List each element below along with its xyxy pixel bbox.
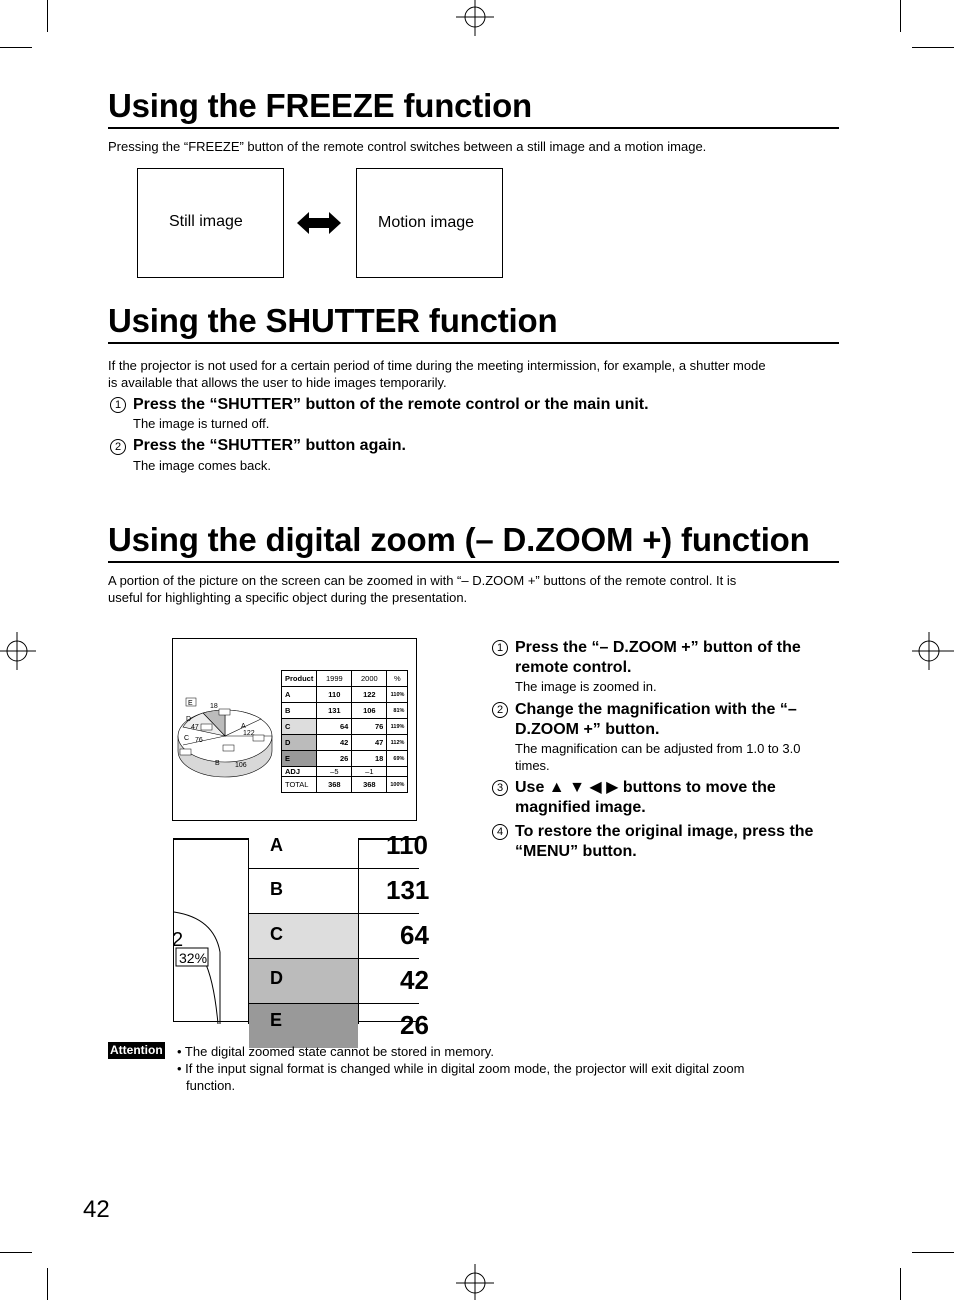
table-cell: B <box>282 703 317 719</box>
dzoom-step-3-number: 3 <box>492 780 508 796</box>
shutter-description-line2: is available that allows the user to hide images temporarily. <box>108 375 447 390</box>
zoomed-value-d: 42 <box>400 965 429 995</box>
shutter-step-1-note: The image is turned off. <box>133 416 270 431</box>
pie-label-d: D <box>186 716 192 723</box>
dzoom-description-line2: useful for highlighting a specific object during the presentation. <box>108 590 468 605</box>
table-cell: 122 <box>352 687 387 703</box>
zoomed-row-e <box>249 1003 358 1048</box>
registration-mark-bottom <box>450 1264 500 1300</box>
zoomed-row-b <box>249 868 358 913</box>
table-header-cell: 1999 <box>317 671 352 687</box>
table-cell: 368 <box>352 777 387 793</box>
shutter-title: Using the SHUTTER function <box>108 302 558 339</box>
zoomed-table-divider <box>358 838 359 1024</box>
zoomed-value-c: 64 <box>400 920 429 950</box>
zoomed-image-figure <box>172 830 430 1040</box>
zoomed-value-rule <box>359 1003 419 1004</box>
table-row <box>282 777 408 793</box>
zoomed-pie-icon <box>174 840 254 1024</box>
shutter-step-2-note: The image comes back. <box>133 458 272 473</box>
dzoom-step-3-title-line1: Use ▲ ▼ ◀ ▶ buttons to move the <box>515 779 776 796</box>
attention-bullet-2-line2: function. <box>186 1078 236 1093</box>
dzoom-description-line1: A portion of the picture on the screen can be zoomed in with “– D.ZOOM +” buttons of the remote control. It is <box>108 573 737 588</box>
attention-badge: Attention <box>110 1043 163 1057</box>
shutter-step-2-title: Press the “SHUTTER” button again. <box>133 437 406 454</box>
zoomed-value-rule <box>359 958 419 959</box>
zoomed-label-e: E <box>270 1010 283 1030</box>
table-cell: 110% <box>387 687 408 703</box>
zoomed-pie-pct: 32% <box>179 950 208 966</box>
zoomed-row-c <box>249 913 358 958</box>
dzoom-step-3-title-line2: magnified image. <box>515 799 646 816</box>
table-header-cell: 2000 <box>352 671 387 687</box>
pie-value-a: 122 <box>243 730 255 737</box>
table-cell: 69% <box>387 751 408 767</box>
dzoom-step-2-title-line2: D.ZOOM +” button. <box>515 721 660 738</box>
dzoom-step-1-title-line1: Press the “– D.ZOOM +” button of the <box>515 639 801 656</box>
zoomed-value-e: 26 <box>400 1010 429 1040</box>
pie-value-d: 47 <box>191 724 199 731</box>
table-cell: 81% <box>387 703 408 719</box>
pie-value-c: 76 <box>195 737 203 744</box>
table-cell: 110 <box>317 687 352 703</box>
pie-label-a: A <box>241 723 246 730</box>
table-header-cell: Product <box>282 671 317 687</box>
shutter-step-1-number: 1 <box>110 397 126 413</box>
zoomed-row-a <box>249 823 358 868</box>
zoomed-pie-value: 2 <box>172 929 184 951</box>
table-row <box>282 767 408 777</box>
table-cell: –5 <box>317 767 352 777</box>
table-cell: 106 <box>352 703 387 719</box>
dzoom-title: Using the digital zoom (– D.ZOOM +) function <box>108 521 810 558</box>
freeze-description: Pressing the “FREEZE” button of the remote control switches between a still image and a motion image. <box>108 139 707 154</box>
still-image-label: Still image <box>169 213 243 230</box>
zoomed-label-a: A <box>270 835 283 855</box>
registration-mark-top <box>450 0 500 36</box>
table-row <box>282 687 408 703</box>
table-cell: 18 <box>352 751 387 767</box>
double-arrow-icon <box>297 211 341 235</box>
table-cell: 42 <box>317 735 352 751</box>
shutter-description-line1: If the projector is not used for a certain period of time during the meeting intermission, for example, a shutter mode <box>108 358 766 373</box>
dzoom-step-2-number: 2 <box>492 702 508 718</box>
table-cell: 112% <box>387 735 408 751</box>
freeze-title: Using the FREEZE function <box>108 87 532 124</box>
table-cell: 76 <box>352 719 387 735</box>
table-row <box>282 719 408 735</box>
zoomed-row-d <box>249 958 358 1003</box>
table-cell: C <box>282 719 317 735</box>
registration-mark-left <box>0 626 36 676</box>
pie-label-e: E <box>188 700 193 707</box>
dzoom-step-4-title-line2: “MENU” button. <box>515 843 637 860</box>
zoomed-label-d: D <box>270 968 283 988</box>
still-image-box <box>137 168 284 278</box>
table-row <box>282 735 408 751</box>
attention-bullet-2-line1: • If the input signal format is changed while in digital zoom mode, the projector will exit digital zoom <box>177 1061 745 1076</box>
pie-value-e: 18 <box>210 703 218 710</box>
motion-image-label: Motion image <box>378 214 475 231</box>
table-header-row <box>282 671 408 687</box>
table-cell: 131 <box>317 703 352 719</box>
table-cell: D <box>282 735 317 751</box>
zoomed-value-rule <box>359 913 419 914</box>
zoomed-value-rule <box>359 868 419 869</box>
dzoom-step-2-title-line1: Change the magnification with the “– <box>515 701 797 718</box>
dzoom-step-1-title-line2: remote control. <box>515 659 632 676</box>
table-cell: E <box>282 751 317 767</box>
zoomed-label-c: C <box>270 924 283 944</box>
table-cell: –1 <box>352 767 387 777</box>
table-cell: 119% <box>387 719 408 735</box>
zoomed-value-a: 110 <box>386 830 428 860</box>
table-cell: 100% <box>387 777 408 793</box>
shutter-step-1-title: Press the “SHUTTER” button of the remote control or the main unit. <box>133 396 649 413</box>
dzoom-step-1-note: The image is zoomed in. <box>515 679 657 694</box>
table-cell: ADJ <box>282 767 317 777</box>
original-image-figure <box>172 638 417 821</box>
dzoom-step-4-number: 4 <box>492 824 508 840</box>
dzoom-step-2-note-line2: times. <box>515 758 550 773</box>
zoomed-label-b: B <box>270 879 283 899</box>
table-cell: 26 <box>317 751 352 767</box>
table-cell: TOTAL <box>282 777 317 793</box>
table-cell: 64 <box>317 719 352 735</box>
page-number: 42 <box>83 1196 110 1223</box>
freeze-title-rule <box>108 127 839 129</box>
table-cell: 47 <box>352 735 387 751</box>
table-header-cell: % <box>387 671 408 687</box>
zoomed-value-b: 131 <box>386 875 430 905</box>
dzoom-step-2-note-line1: The magnification can be adjusted from 1.0 to 3.0 <box>515 741 801 756</box>
dzoom-title-rule <box>108 561 839 563</box>
pie-label-b: B <box>215 760 220 767</box>
figure-data-table <box>281 670 408 793</box>
table-row <box>282 751 408 767</box>
registration-mark-right <box>912 626 954 676</box>
table-row <box>282 703 408 719</box>
table-cell: 368 <box>317 777 352 793</box>
pie-label-c: C <box>184 735 190 742</box>
table-cell: A <box>282 687 317 703</box>
attention-bullet-1: • The digital zoomed state cannot be stored in memory. <box>177 1044 494 1059</box>
motion-image-box <box>356 168 503 278</box>
shutter-title-rule <box>108 342 839 344</box>
pie-value-b: 106 <box>235 762 247 769</box>
dzoom-step-4-title-line1: To restore the original image, press the <box>515 823 814 840</box>
table-cell <box>387 767 408 777</box>
dzoom-step-1-number: 1 <box>492 640 508 656</box>
shutter-step-2-number: 2 <box>110 439 126 455</box>
